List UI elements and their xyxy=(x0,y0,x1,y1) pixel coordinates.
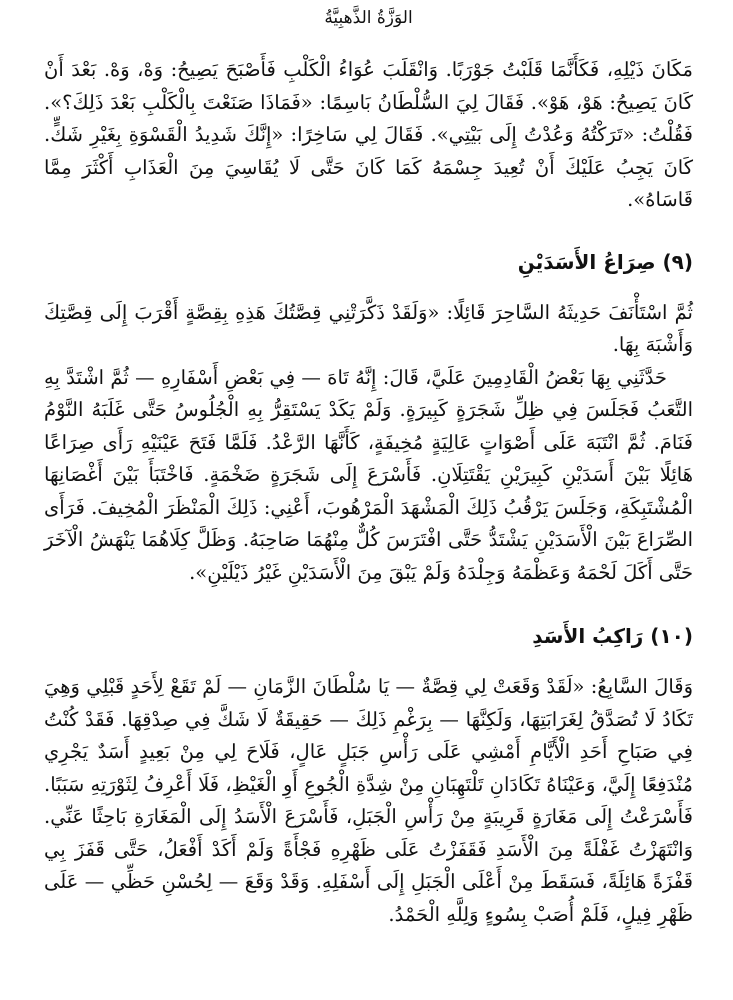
paragraph-3: حَدَّثَنِي بِهَا بَعْضُ الْقَادِمِينَ عَلَيَّ، قَالَ: إِنَّهُ تَاهَ — فِي بَعْضِ أَسْفَارِهِ — ثُمَّ اشْتَدَّ بِهِ التَّعَبُ فَجَلَسَ فِي ظِلِّ شَجَرَةٍ كَبِيرَةٍ. وَلَمْ يَكَدْ يَسْتَقِرُّ بِهِ الْجُلُوسُ حَتَّى غَلَبَهُ النَّوْمُ فَنَامَ. ثُمَّ انْتَبَهَ عَلَى أَصْوَاتٍ عَالِيَةٍ مُخِيفَةٍ، كَأَنَّهَا الرَّعْدُ. فَلَمَّا فَتَحَ عَيْنَيْهِ رَأَى صِرَاعًا هَائِلًا بَيْنَ أَسَدَيْنِ كَبِيرَيْنِ يَقْتَتِلَانِ. فَأَسْرَعَ إِلَى شَجَرَةٍ ضَخْمَةٍ. فَاخْتَبَأَ بَيْنَ أَغْصَانِهَا الْمُشْتَبِكَةِ، وَجَلَسَ يَرْقُبُ ذَلِكَ الْمَشْهَدَ الْمَرْهُوبَ، أَعْنِي: ذَلِكَ الْمَنْظَرَ الْمُخِيفَ. فَرَأَى الصِّرَاعَ بَيْنَ الْأَسَدَيْنِ يَشْتَدُّ حَتَّى افْتَرَسَ كُلٌّ مِنْهُمَا صَاحِبَهُ. وَظَلَّ كِلَاهُمَا يَنْهَشُ الْآخَرَ حَتَّى أَكَلَ لَحْمَهُ وَعَظْمَهُ وَجِلْدَهُ وَلَمْ يَبْقَ مِنَ الْأَسَدَيْنِ غَيْرُ ذَيْلَيْنِ». xyxy=(44,365,693,584)
running-head: الوَزَّةُ الذَّهبِيَّةُ xyxy=(324,8,413,28)
paragraph-4: وَقَالَ السَّابِعُ: «لَقَدْ وَقَعَتْ لِي قِصَّةٌ — يَا سُلْطَانَ الزَّمَانِ — لَمْ تَقَعْ لِأَحَدٍ قَبْلِي وَهِيَ تَكَادُ لَا تُصَدَّقُ لِغَرَابَتِهَا، وَلَكِنَّهَا — بِرَغْمِ ذَلِكَ — حَقِيقَةٌ لَا شَكَّ فِي صِدْقِهَا. فَقَدْ كُنْتُ فِي صَبَاحِ أَحَدِ الْأَيَّامِ أَمْشِي عَلَى رَأْسِ جَبَلٍ عَالٍ، فَلَاحَ لِي مِنْ بَعِيدٍ أَسَدٌ يَجْرِي مُنْدَفِعًا إِلَيَّ، وَعَيْنَاهُ تَكَادَانِ تَلْتَهِبَانِ مِنْ شِدَّةِ الْجُوعِ أَوِ الْغَيْظِ، فَلَا أَعْرِفُ لِثَوْرَتِهِ سَبَبًا. فَأَسْرَعْتُ إِلَى مَغَارَةٍ قَرِيبَةٍ مِنْ رَأْسِ الْجَبَلِ، فَأَسْرَعَ الْأَسَدُ إِلَى الْمَغَارَةِ بَاحِثًا عَنِّي. وَانْتَهَزْتُ غَفْلَةً مِنَ الْأَسَدِ فَقَفَزْتُ عَلَى ظَهْرِهِ فَجْأَةً وَلَمْ أَكَدْ أَفْعَلُ، حَتَّى قَفَزَ بِي قَفْزَةً هَائِلَةً، فَسَقَطَ مِنْ أَعْلَى الْجَبَلِ إِلَى أَسْفَلِهِ. وَقَدْ وَقَعَ — لِحُسْنِ حَظِّي — عَلَى ظَهْرِ فِيلٍ، فَلَمْ أُصَبْ بِسُوءٍ وَلِلَّهِ الْحَمْدُ. xyxy=(44,675,693,926)
section-heading-10 xyxy=(44,621,693,651)
section-number-10: (١٠) xyxy=(650,624,693,648)
section-heading-9 xyxy=(44,247,693,277)
section-title-10: رَاكِبُ الأَسَدِ xyxy=(532,624,644,648)
paragraph-1: مَكَانَ ذَيْلِهِ، فَكَأَنَّمَا قَلَبْتُ جَوْرَبًا. وَانْقَلَبَ عُوَاءُ الْكَلْبِ فَأَصْبَحَ يَصِيحُ: وَهْ، وَهْ. بَعْدَ أَنْ كَانَ يَصِيحُ: هَوْ، هَوْ». فَقَالَ لِيَ السُّلْطَانُ بَاسِمًا: «فَمَاذَا صَنَعْتَ بِالْكَلْبِ بَعْدَ ذَلِكَ؟». فَقُلْتُ: «تَرَكْتُهُ وَعُدْتُ إِلَى بَيْتِي». فَقَالَ لِي سَاخِرًا: «إِنَّكَ شَدِيدُ الْقَسْوَةِ بِغَيْرِ شَكٍّ. كَانَ يَجِبُ عَلَيْكَ أَنْ تُعِيدَ جِسْمَهُ كَمَا كَانَ حَتَّى لَا يُقَاسِيَ مِنَ الْعَذَابِ أَكْثَرَ مِمَّا قَاسَاهُ». xyxy=(44,58,693,211)
section-title-9: صِرَاعُ الأَسَدَيْنِ xyxy=(517,249,656,274)
section-number-9: (٩) xyxy=(662,249,693,274)
paragraph-2: ثُمَّ اسْتَأْنَفَ حَدِيثَهُ السَّاحِرَ قَائِلًا: «وَلَقَدْ ذَكَّرَتْنِي قِصَّتُكَ هَذِهِ بِقِصَّةٍ أَقْرَبَ إِلَى قِصَّتِكَ وَأَشْبَهَ بِهَا. xyxy=(44,300,693,356)
